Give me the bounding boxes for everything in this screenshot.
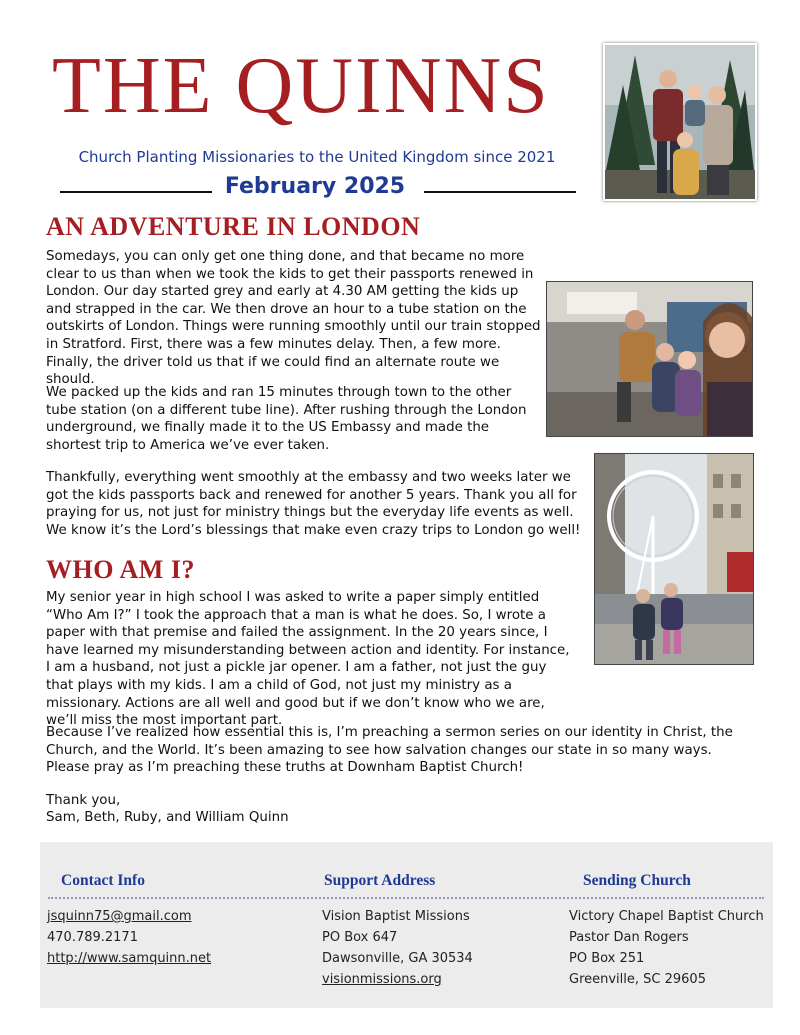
support-org: Vision Baptist Missions — [322, 909, 470, 924]
who-am-i-paragraph-2: Because I’ve realized how essential this is, I’m preaching a sermon series on our identity in Christ, the Church, and the World. It’s been amazing to see how salvation changes our state in so many ways. Please pray as I’m preaching these truths at Downham Baptist Church! — [46, 725, 733, 776]
signoff: Thank you, — [46, 793, 121, 808]
newsletter-subtitle: Church Planting Missionaries to the United Kingdom since 2021 — [78, 148, 556, 166]
contact-info-heading: Contact Info — [61, 872, 145, 889]
date-rule-left — [60, 191, 212, 193]
support-city: Dawsonville, GA 30534 — [322, 951, 473, 966]
section-heading-who-am-i: WHO AM I? — [46, 555, 195, 584]
newsletter-title: THE QUINNS — [52, 42, 550, 130]
sending-church-heading: Sending Church — [583, 872, 691, 889]
adventure-paragraph-3: Thankfully, everything went smoothly at the embassy and two weeks later we got the kids passports back and renewed for another 5 years. Thank you all for praying for us, not just for ministry things but the everyday life events as well. We know it’s the Lord’s blessings that make even crazy trips to London go well! — [46, 470, 581, 538]
family-photo — [603, 43, 757, 201]
support-po-box: PO Box 647 — [322, 930, 398, 945]
church-po-box: PO Box 251 — [569, 951, 645, 966]
adventure-paragraph-2: We packed up the kids and ran 15 minutes through town to the other tube station (on a different tube line). After rushing through the London underground, we finally made it to the US Embassy and made the shortest trip to America we’ve ever taken. — [46, 385, 527, 453]
website-link[interactable]: http://www.samquinn.net — [47, 951, 212, 966]
support-website-link[interactable]: visionmissions.org — [322, 972, 442, 987]
london-eye-photo — [594, 453, 754, 665]
church-pastor: Pastor Dan Rogers — [569, 930, 689, 945]
church-city: Greenville, SC 29605 — [569, 972, 706, 987]
footer-divider — [48, 897, 764, 899]
contact-info-column — [47, 906, 211, 969]
who-am-i-paragraph-1: My senior year in high school I was asked to write a paper simply entitled “Who Am I?” I took the approach that a man is what he does. So, I wrote a paper with that premise and failed the assignment. In the 20 years since, I have learned my misunderstanding between action and identity. For instance, I am a husband, not just a pickle jar opener. I am a father, not just the guy that plays with my kids. I am a child of God, not just my ministry as a missionary. Actions are all well and good but if we don’t know who we are, we’ll miss the most important part. — [46, 590, 570, 729]
phone-number: 470.789.2171 — [47, 930, 138, 945]
section-heading-adventure: AN ADVENTURE IN LONDON — [46, 212, 421, 241]
date-rule-right — [424, 191, 576, 193]
support-address-heading: Support Address — [324, 872, 436, 889]
church-name: Victory Chapel Baptist Church — [569, 909, 764, 924]
sending-church-column — [569, 906, 764, 990]
support-address-column — [322, 906, 473, 990]
issue-date: February 2025 — [224, 174, 406, 199]
tube-train-photo — [546, 281, 753, 437]
email-link[interactable]: jsquinn75@gmail.com — [47, 909, 192, 924]
adventure-paragraph-1: Somedays, you can only get one thing done, and that became no more clear to us than when we took the kids to get their passports renewed in London. Our day started grey and early at 4.30 AM getting the kids up and strapped in the car. We then drove an hour to a tube station on the outskirts of London. Things were running smoothly until our train stopped in Stratford. First, there was a few minutes delay. Then, a few more. Finally, the driver told us that if we could find an alternate route we should. — [46, 249, 541, 388]
signature: Sam, Beth, Ruby, and William Quinn — [46, 810, 289, 825]
